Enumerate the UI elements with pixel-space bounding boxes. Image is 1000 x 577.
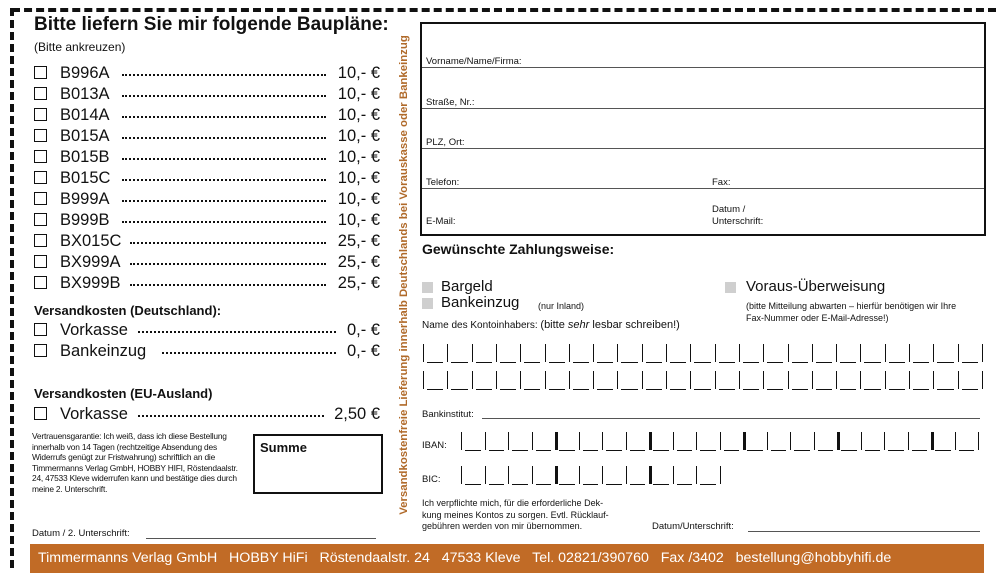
cell-underline [840,389,856,390]
cell-divider [447,371,448,389]
sum-label: Summe [260,440,307,455]
cell-underline [630,450,646,451]
cell-divider [545,371,546,389]
cell-underline [427,389,443,390]
cell-divider [788,344,789,362]
address-line[interactable] [422,188,984,189]
order-line [34,64,384,84]
cell-divider [673,432,674,450]
cell-divider [666,344,667,362]
cell-divider [790,432,791,450]
cell-underline [621,362,637,363]
page-title: Bitte liefern Sie mir folgende Baupläne: [34,14,389,35]
dot-leader [122,95,326,97]
dot-leader [122,137,326,139]
cell-underline [597,389,613,390]
checkbox[interactable] [34,66,47,79]
cell-underline [512,484,528,485]
cell-divider [909,371,910,389]
cell-underline [840,362,856,363]
dot-leader [122,200,326,202]
cell-divider [885,371,886,389]
cell-divider [812,371,813,389]
checkbox[interactable] [34,129,47,142]
order-label: B014A [60,106,110,124]
cell-underline [597,362,613,363]
cell-divider [496,344,497,362]
cell-divider [579,432,580,450]
cell-underline [476,362,492,363]
dot-leader [130,263,326,265]
dot-leader [130,284,326,286]
cell-divider [555,432,558,450]
bank-line[interactable] [482,418,980,419]
cell-underline [700,450,716,451]
cell-divider [884,432,885,450]
cell-divider [472,371,473,389]
cell-underline [606,450,622,451]
order-label: B999A [60,190,110,208]
shipping-de-heading: Versandkosten (Deutschland): [34,303,222,318]
cell-underline [792,389,808,390]
order-label: B015A [60,127,110,145]
order-label: Vorkasse [60,321,128,339]
dot-leader [122,221,326,223]
order-label: BX015C [60,232,122,250]
holder-hint-em: sehr [567,319,590,331]
address-box [420,22,986,236]
cell-divider [763,371,764,389]
obligation-text [422,498,609,533]
cell-divider [715,344,716,362]
order-label: B013A [60,85,110,103]
order-price: 10,- € [337,106,380,124]
cell-divider [593,344,594,362]
cell-underline [489,450,505,451]
cell-underline [767,389,783,390]
order-price: 10,- € [337,64,380,82]
debit-note: (nur Inland) [538,301,585,311]
cell-divider [836,371,837,389]
cell-divider [666,371,667,389]
cell-underline [573,362,589,363]
order-label: BX999A [60,253,121,271]
cell-divider [767,432,768,450]
cut-line-top [12,8,996,12]
cell-divider [696,432,697,450]
cell-underline [913,389,929,390]
cell-divider [837,432,840,450]
cell-divider [696,466,697,484]
cell-divider [520,344,521,362]
date-signature-label-2: Unterschrift: [712,216,764,227]
signature2-label: Datum / 2. Unterschrift: [32,528,130,539]
cell-underline [724,450,740,451]
order-price: 25,- € [337,253,380,271]
cell-underline [937,362,953,363]
order-price: 0,- € [346,342,380,360]
order-line [34,253,384,273]
cell-divider [909,344,910,362]
cell-divider [908,432,909,450]
cell-underline [959,450,975,451]
cell-divider [520,371,521,389]
checkbox[interactable] [34,213,47,226]
address-line[interactable] [422,108,984,109]
cell-underline [794,450,810,451]
cell-underline [694,362,710,363]
cell-underline [700,484,716,485]
cell-underline [937,389,953,390]
cell-underline [476,389,492,390]
cell-underline [889,362,905,363]
cell-divider [861,432,862,450]
vertical-shipping-note-text: Versandkostenfreie Lieferung innerhalb Deutschlands bei Vorauskasse oder Bankeinzug [398,35,410,515]
order-price: 25,- € [337,232,380,250]
cell-underline [747,450,763,451]
prepay-label: Voraus-Überweisung [746,278,886,295]
prepay-checkbox[interactable] [725,282,736,293]
cell-underline [865,450,881,451]
obligation-line-3: gebühren werden von mir übernommen. [422,521,583,531]
cell-underline [512,450,528,451]
holder-name-cells-1[interactable] [423,344,983,364]
cell-divider [649,466,652,484]
order-line [34,85,384,105]
cell-underline [670,362,686,363]
cell-divider [461,466,462,484]
debit-checkbox[interactable] [422,298,433,309]
cell-divider [673,466,674,484]
order-label: Vorkasse [60,405,128,423]
cell-underline [583,450,599,451]
order-line [34,274,384,294]
phone-label: Telefon: [426,177,460,188]
cell-underline [621,389,637,390]
cell-divider [617,344,618,362]
trust-guarantee-text: Vertrauensgarantie: Ich weiß, dass ich diese Bestellung innerhalb von 14 Tagen (rechtzeitige Absendung des Widerrufs genügt zur Fristwahrung) schriftlich an die Timmermanns Verlag GmbH, HOBBY HIFI, Röstendaalstr. 24, 47533 Kleve widerrufen kann und bestätige dies durch meine 2. Unterschrift. [32,431,238,494]
cell-divider [933,344,934,362]
dot-leader [130,242,326,244]
order-price: 25,- € [337,274,380,292]
cell-divider [532,466,533,484]
cell-underline [889,389,905,390]
cell-divider [617,371,618,389]
name-label: Vorname/Name/Firma: [426,56,522,67]
cell-underline [719,362,735,363]
dot-leader [122,179,326,181]
street-label: Straße, Nr.: [426,97,475,108]
cell-divider [931,432,934,450]
cell-divider [812,344,813,362]
holder-name-cells-2[interactable] [423,371,983,391]
cell-underline [767,362,783,363]
cell-underline [719,389,735,390]
cell-underline [962,362,978,363]
cell-underline [646,389,662,390]
order-label: B996A [60,64,110,82]
checkbox[interactable] [34,276,47,289]
cell-underline [549,362,565,363]
cell-divider [690,371,691,389]
cell-underline [864,389,880,390]
prepay-note-2: Fax-Nummer oder E-Mail-Adresse!) [746,313,889,323]
cell-underline [549,389,565,390]
cell-divider [715,371,716,389]
iban-label: IBAN: [422,440,447,451]
obligation-line-1: Ich verpflichte mich, für die erforderliche Dek- [422,498,604,508]
cell-underline [935,450,951,451]
order-line [34,321,384,341]
order-line [34,211,384,231]
checkbox[interactable] [34,255,47,268]
date-signature-label: Datum/Unterschrift: [652,521,734,532]
cash-checkbox[interactable] [422,282,433,293]
order-price: 10,- € [337,169,380,187]
order-label: B015B [60,148,110,166]
cell-underline [818,450,834,451]
cell-underline [559,450,575,451]
cell-divider [739,344,740,362]
order-line [34,127,384,147]
cell-underline [559,484,575,485]
order-line [34,148,384,168]
cell-underline [743,362,759,363]
dot-leader [138,415,324,417]
order-price: 0,- € [346,321,380,339]
cell-underline [816,362,832,363]
date-signature-label-1: Datum / [712,204,746,215]
dot-leader [138,331,336,333]
cell-divider [626,432,627,450]
cell-divider [958,344,959,362]
holder-label: Name des Kontoinhabers: [422,320,538,331]
cell-underline [646,362,662,363]
cell-underline [743,389,759,390]
order-line [34,232,384,252]
city-label: PLZ, Ort: [426,137,465,148]
cell-underline [606,484,622,485]
order-price: 10,- € [337,85,380,103]
dot-leader [122,74,326,76]
cell-divider [602,466,603,484]
payment-heading: Gewünschte Zahlungsweise: [422,241,615,257]
cell-divider [545,344,546,362]
order-label: B015C [60,169,111,187]
date-signature-line[interactable] [748,531,980,532]
order-price: 10,- € [337,127,380,145]
iban-cells[interactable] [461,432,981,452]
cell-divider [720,466,721,484]
cell-divider [569,371,570,389]
cell-underline [465,484,481,485]
holder-label-row [422,319,680,331]
order-label: Bankeinzug [60,342,147,360]
cell-divider [739,371,740,389]
bank-label: Bankinstitut: [422,409,474,420]
cell-underline [524,389,540,390]
holder-hint-b: lesbar schreiben!) [589,319,680,331]
cell-underline [451,362,467,363]
cell-divider [978,432,979,450]
cell-divider [423,371,424,389]
cell-divider [860,371,861,389]
checkbox[interactable] [34,192,47,205]
cell-divider [555,466,558,484]
checkbox[interactable] [34,407,47,420]
cell-underline [677,484,693,485]
cell-divider [508,432,509,450]
footer-bar [30,544,984,573]
cell-divider [860,344,861,362]
dot-leader [122,158,326,160]
order-price: 10,- € [337,211,380,229]
cell-divider [496,371,497,389]
cell-underline [536,450,552,451]
order-line [34,190,384,210]
cell-underline [500,362,516,363]
cut-line-left [10,8,14,568]
checkbox[interactable] [34,150,47,163]
prepay-note-1: (bitte Mitteilung abwarten – hierfür benötigen wir Ihre [746,301,957,311]
order-label: B999B [60,211,110,229]
cell-divider [602,432,603,450]
checkbox[interactable] [34,87,47,100]
address-line[interactable] [422,67,984,68]
cell-underline [573,389,589,390]
cell-underline [677,450,693,451]
address-line[interactable] [422,148,984,149]
cell-underline [427,362,443,363]
order-line [34,342,384,362]
cell-divider [836,344,837,362]
cell-divider [743,432,746,450]
cell-divider [763,344,764,362]
cell-divider [955,432,956,450]
cell-underline [771,450,787,451]
cell-underline [524,362,540,363]
obligation-line-2: kung meines Kontos zu sorgen. Evtl. Rücklauf- [422,509,609,520]
cell-divider [720,432,721,450]
cell-divider [642,371,643,389]
cell-underline [670,389,686,390]
cell-underline [451,389,467,390]
cash-label: Bargeld [441,278,493,295]
order-line [34,405,384,425]
order-line [34,106,384,126]
checkbox[interactable] [34,234,47,247]
cell-divider [569,344,570,362]
cell-divider [485,466,486,484]
cell-underline [913,362,929,363]
order-label: BX999B [60,274,121,292]
vertical-shipping-note [394,20,414,530]
cell-underline [792,362,808,363]
cell-divider [508,466,509,484]
cell-underline [888,450,904,451]
cell-divider [788,371,789,389]
cell-divider [532,432,533,450]
dot-leader [122,116,326,118]
cell-divider [485,432,486,450]
cell-underline [536,484,552,485]
signature2-line[interactable] [146,538,376,539]
checkbox[interactable] [34,108,47,121]
order-price: 10,- € [337,148,380,166]
email-label: E-Mail: [426,216,456,227]
cell-divider [423,344,424,362]
bic-cells[interactable] [461,466,731,486]
order-line [34,169,384,189]
cell-underline [653,450,669,451]
cell-underline [841,450,857,451]
cell-divider [642,344,643,362]
cell-divider [593,371,594,389]
cell-divider [814,432,815,450]
sum-field[interactable] [253,434,383,494]
page-subtitle: (Bitte ankreuzen) [34,40,126,54]
cell-divider [447,344,448,362]
cell-underline [816,389,832,390]
cell-underline [912,450,928,451]
cell-underline [489,484,505,485]
checkbox[interactable] [34,171,47,184]
cell-divider [649,432,652,450]
order-price: 10,- € [337,190,380,208]
cell-divider [958,371,959,389]
cell-underline [583,484,599,485]
cell-underline [962,389,978,390]
cell-divider [690,344,691,362]
cell-underline [500,389,516,390]
cell-divider [933,371,934,389]
cell-divider [982,371,983,389]
debit-label: Bankeinzug [441,294,520,311]
fax-label: Fax: [712,177,731,188]
cell-underline [864,362,880,363]
cell-divider [472,344,473,362]
cell-divider [626,466,627,484]
holder-hint-a: (bitte [540,319,568,331]
cell-divider [982,344,983,362]
cell-divider [885,344,886,362]
cell-underline [465,450,481,451]
cell-divider [461,432,462,450]
shipping-eu-heading: Versandkosten (EU-Ausland) [34,386,213,401]
bic-label: BIC: [422,474,441,485]
order-price: 2,50 € [334,405,380,423]
cell-underline [630,484,646,485]
footer-text: Timmermanns Verlag GmbH HOBBY HiFi Röstendaalstr. 24 47533 Kleve Tel. 02821/390760 Fax /3402 bestellung@hobbyhifi.de [38,550,892,566]
dot-leader [162,352,336,354]
cell-underline [653,484,669,485]
checkbox[interactable] [34,344,47,357]
cell-divider [579,466,580,484]
checkbox[interactable] [34,323,47,336]
cell-underline [694,389,710,390]
